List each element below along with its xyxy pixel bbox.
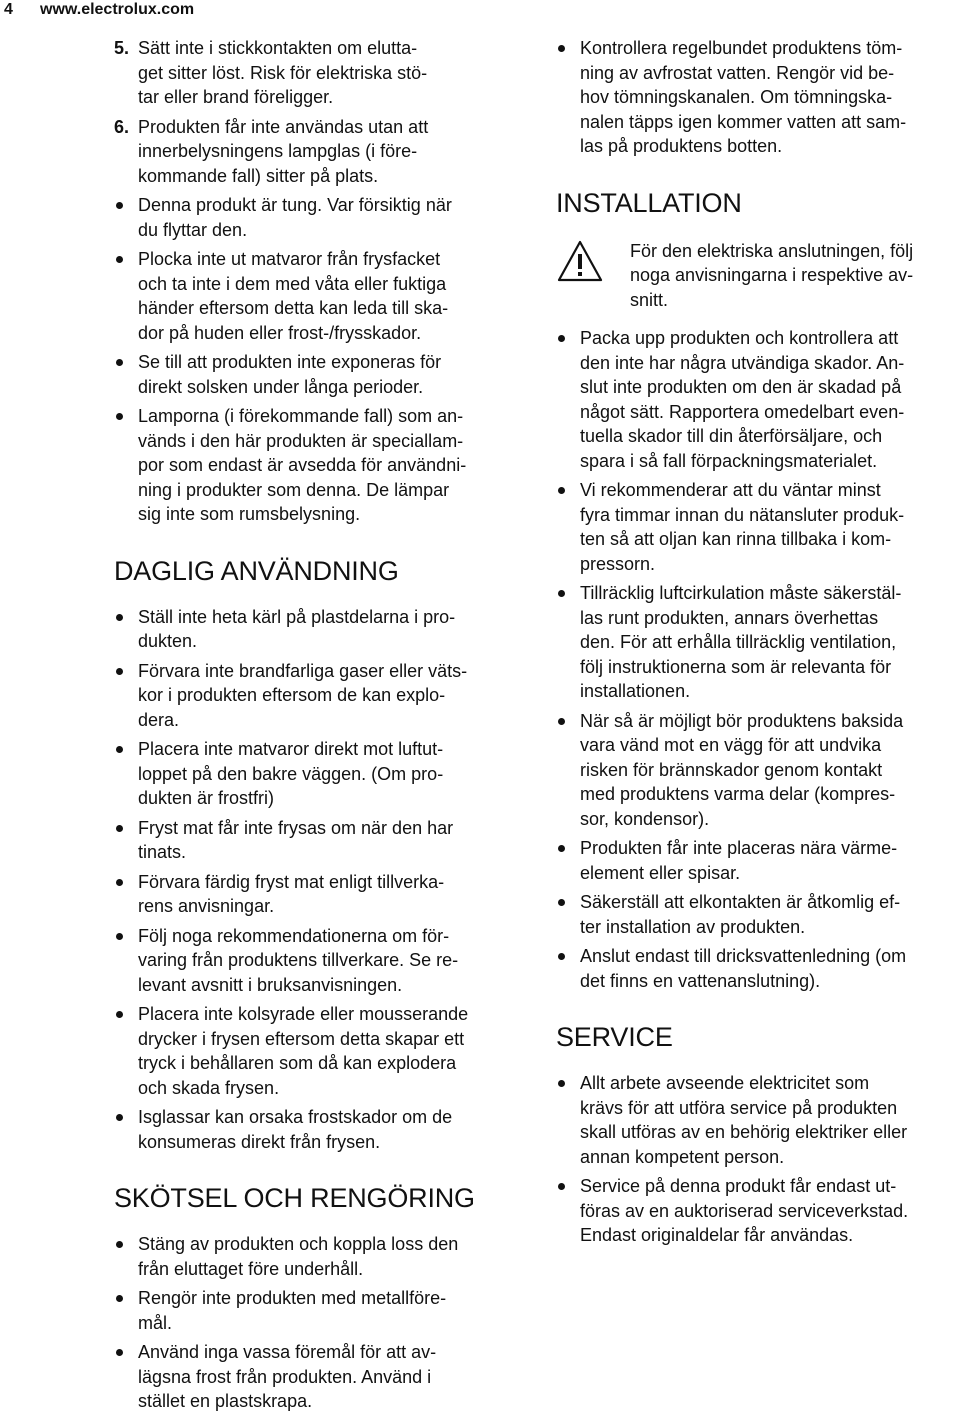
warning-icon xyxy=(556,239,604,283)
bullet-icon xyxy=(558,590,565,597)
bullet-icon xyxy=(116,202,123,209)
list-item xyxy=(556,836,960,885)
list-item xyxy=(114,36,534,110)
list-item xyxy=(556,36,960,159)
bullet-icon xyxy=(558,1183,565,1190)
skotsel-bullet-list xyxy=(114,1232,534,1414)
list-item-text: Sätt inte i stickkontakten om elutta- get sitter löst. Risk för elektriska stö- tar eller brand föreligger. xyxy=(138,38,428,107)
list-item xyxy=(114,247,534,345)
bullet-icon xyxy=(116,359,123,366)
list-item-text: Isglassar kan orsaka frostskador om de konsumeras direkt från frysen. xyxy=(138,1107,453,1152)
list-item-text: Anslut endast till dricksvattenledning (om det finns en vattenanslutning). xyxy=(580,946,907,991)
list-item xyxy=(114,193,534,242)
list-item-text: Följ noga rekommendationerna om för- varing från produktens tillverkare. Se re- levant avsnitt i bruksanvisningen. xyxy=(138,925,459,995)
safety-bullet-list xyxy=(114,193,534,527)
list-item-text: Produkten får inte användas utan att innerbelysningens lampglas (i före- kommande fall) sitter på plats. xyxy=(138,116,429,186)
numbered-list xyxy=(114,36,534,188)
bullet-icon xyxy=(558,899,565,906)
bullet-icon xyxy=(116,879,123,886)
list-item-text: Stäng av produkten och koppla loss den från eluttaget före underhåll. xyxy=(138,1234,459,1279)
page-number: 4 xyxy=(4,1,13,18)
installation-bullet-list xyxy=(556,326,960,993)
list-item xyxy=(556,1174,960,1248)
bullet-icon xyxy=(116,746,123,753)
bullet-icon xyxy=(116,1011,123,1018)
item-number: 6. xyxy=(114,116,130,137)
bullet-icon xyxy=(558,718,565,725)
list-item xyxy=(114,404,534,527)
list-item-text: Använd inga vassa föremål för att av- lägsna frost från produkten. Använd i stället en plastskrapa. xyxy=(138,1342,437,1411)
list-item xyxy=(114,816,534,865)
item-number: 5. xyxy=(114,38,130,58)
section-heading-installation: INSTALLATION xyxy=(556,187,742,218)
list-item-text: Plocka inte ut matvaror från frysfacket och ta inte i dem med våta eller fuktiga händer eftersom detta kan leda till ska- dor på huden eller frost-/frysskador. xyxy=(138,249,449,343)
bullet-icon xyxy=(558,487,565,494)
list-item xyxy=(114,605,534,654)
list-item-text: Se till att produkten inte exponeras för direkt solsken under långa perioder. xyxy=(138,352,442,397)
bullet-icon xyxy=(116,1241,123,1248)
bullet-icon xyxy=(116,1114,123,1121)
service-bullet-list xyxy=(556,1071,960,1248)
bullet-icon xyxy=(116,668,123,675)
list-item-text: Produkten får inte placeras nära värme- element eller spisar. xyxy=(580,838,898,883)
bullet-icon xyxy=(116,933,123,940)
list-item xyxy=(114,737,534,811)
list-item-text: Förvara inte brandfarliga gaser eller väts- kor i produkten eftersom de kan explo- dera. xyxy=(138,660,468,730)
list-item xyxy=(114,870,534,919)
list-item-text: Packa upp produkten och kontrollera att den inte har några utvändiga skador. An- slut inte produkten om den är skadad på något sätt. Rapportera omedelbart even- tuella skador till din återförsäljare, och spara i så fall förpackningsmaterialet. xyxy=(580,328,905,471)
left-column xyxy=(114,36,534,1419)
list-item xyxy=(114,1105,534,1154)
list-item xyxy=(114,1232,534,1281)
list-item xyxy=(556,1071,960,1169)
warning-text: För den elektriska anslutningen, följ noga anvisningarna i respektive av- snitt. xyxy=(630,240,914,310)
list-item xyxy=(556,709,960,832)
list-item-text: Placera inte kolsyrade eller mousserande drycker i frysen eftersom detta skapar ett tryck i behållaren som då kan explodera och skada frysen. xyxy=(138,1004,469,1098)
bullet-icon xyxy=(558,45,565,52)
list-item-text: Kontrollera regelbundet produktens töm- ning av avfrostat vatten. Rengör vid be- hov tömningskanalen. Om tömningska- nalen täpps igen kommer vatten att sam- las på produktens botten. xyxy=(580,38,907,156)
warning-box xyxy=(556,239,960,313)
list-item-text: Service på denna produkt får endast ut- föras av en auktoriserad serviceverkstad. Endast originaldelar får användas. xyxy=(580,1176,909,1245)
list-item xyxy=(556,890,960,939)
bullet-icon xyxy=(116,825,123,832)
bullet-icon xyxy=(116,256,123,263)
list-item xyxy=(114,1340,534,1414)
list-item-text: Vi rekommenderar att du väntar minst fyra timmar innan du nätansluter produk- ten så att oljan kan rinna tillbaka i kom- pressorn. xyxy=(580,480,905,574)
bullet-icon xyxy=(116,614,123,621)
bullet-icon xyxy=(558,953,565,960)
list-item-text: Allt arbete avseende elektricitet som krävs för att utföra service på produkten skall utföras av en behörig elektriker eller annan kompetent person. xyxy=(580,1073,908,1167)
list-item xyxy=(114,1002,534,1100)
section-heading-daglig: DAGLIG ANVÄNDNING xyxy=(114,555,399,586)
bullet-icon xyxy=(558,845,565,852)
maintenance-bullet-list xyxy=(556,36,960,159)
list-item-text: Lamporna (i förekommande fall) som an- vänds i den här produkten är speciallam- por som endast är avsedda för användni- ning i produkter som denna. De lämpar sig inte som rumsbelysning. xyxy=(138,406,467,524)
list-item-text: Tillräcklig luftcirkulation måste säkerstäl- las runt produkten, annars överhettas den. För att erhålla tillräcklig ventilation, följ instruktionerna som är relevanta för installationen. xyxy=(580,583,902,701)
section-heading-skotsel: SKÖTSEL OCH RENGÖRING xyxy=(114,1183,475,1213)
list-item-text: Förvara färdig fryst mat enligt tillverka- rens anvisningar. xyxy=(138,871,445,916)
list-item xyxy=(114,350,534,399)
bullet-icon xyxy=(116,1349,123,1356)
list-item-text: Säkerställ att elkontakten är åtkomlig ef- ter installation av produkten. xyxy=(580,892,901,937)
list-item-text: Denna produkt är tung. Var försiktig när du flyttar den. xyxy=(138,195,452,240)
site-url: www.electrolux.com xyxy=(40,1,195,18)
list-item-text: Rengör inte produkten med metallföre- mål. xyxy=(138,1288,447,1333)
list-item-text: Ställ inte heta kärl på plastdelarna i pro- dukten. xyxy=(138,606,456,651)
list-item xyxy=(114,659,534,733)
list-item xyxy=(556,478,960,576)
list-item xyxy=(114,924,534,998)
list-item xyxy=(556,944,960,993)
bullet-icon xyxy=(116,1295,123,1302)
section-heading-service: SERVICE xyxy=(556,1022,673,1052)
daglig-bullet-list xyxy=(114,605,534,1155)
list-item xyxy=(114,1286,534,1335)
list-item-text: När så är möjligt bör produktens baksida vara vänd mot en vägg för att undvika risken för brännskador genom kontakt med produktens varma delar (kompres- sor, kondensor). xyxy=(580,710,904,829)
bullet-icon xyxy=(558,1080,565,1087)
list-item-text: Fryst mat får inte frysas om när den har tinats. xyxy=(138,817,454,862)
list-item-text: Placera inte matvaror direkt mot luftut- loppet på den bakre väggen. (Om pro- dukten är frostfri) xyxy=(138,739,444,808)
list-item xyxy=(556,326,960,473)
right-column xyxy=(556,36,960,1253)
list-item xyxy=(556,581,960,704)
list-item xyxy=(114,115,534,189)
bullet-icon xyxy=(558,335,565,342)
bullet-icon xyxy=(116,413,123,420)
